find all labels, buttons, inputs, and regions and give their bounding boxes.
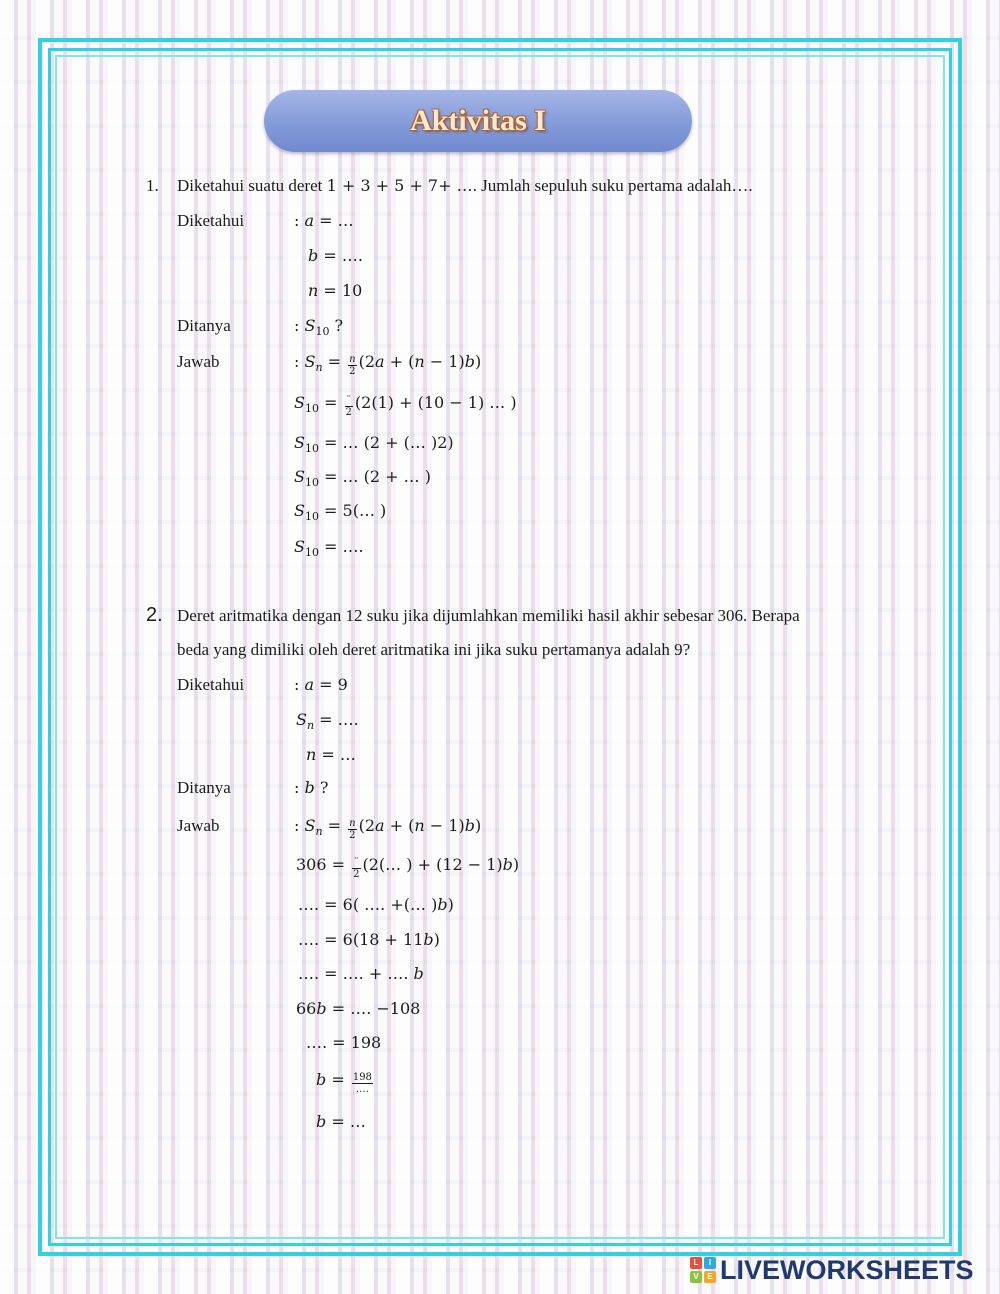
logo-text: LIVEWORKSHEETS: [720, 1254, 974, 1285]
q1-known-label: Diketahui: [177, 211, 245, 230]
question-1-series: 1 + 3 + 5 + 7+ …: [326, 176, 473, 195]
q1-answer-label: Jawab: [177, 352, 220, 371]
question-2-line-1: Deret aritmatika dengan 12 suku jika dijumlahkan memiliki hasil akhir sebesar 306. Berapa: [177, 606, 800, 625]
q1-known-a: : a = …: [294, 211, 354, 230]
q2-asked-value: : b ?: [294, 778, 329, 797]
question-1-text: [177, 176, 753, 196]
logo-badge-v: V: [690, 1271, 702, 1283]
q2-step-6: …. = 198: [306, 1033, 382, 1052]
q2-step-5: 66b = …. −108: [296, 999, 421, 1018]
q1-step-4: $S_{10}$ = 5(… ): [294, 501, 387, 523]
question-2-number: 2.: [146, 604, 163, 626]
q2-known-label: Diketahui: [177, 675, 245, 694]
q2-asked-label: Ditanya: [177, 778, 231, 797]
logo-badge-e: E: [704, 1271, 716, 1283]
liveworksheets-logo[interactable]: [690, 1253, 974, 1287]
logo-badge-l: L: [690, 1257, 702, 1269]
q2-known-a: : a = 9: [294, 675, 348, 694]
q1-step-1: $S_{10}$ = $\frac{¨}{2}$ (2(1) + (10 − 1) … ): [294, 393, 517, 418]
q1-step-2: $S_{10}$ = … (2 + (… )2): [294, 433, 454, 455]
q2-step-1: 306 = $\frac{¨}{2}$ (2(… ) + (12 − 1)b): [296, 855, 520, 880]
q2-step-7: b = $\frac{198}{\dots.}$: [316, 1070, 372, 1095]
question-1-text-end: . Jumlah sepuluh suku pertama adalah….: [472, 176, 753, 195]
q1-known-b: b = ….: [308, 246, 363, 265]
q2-answer-label: Jawab: [177, 816, 220, 835]
q1-asked-label: Ditanya: [177, 316, 231, 335]
logo-badge-icon: [690, 1257, 716, 1283]
title-banner: [264, 90, 692, 152]
q1-asked-value: : $S_{10}$ ?: [294, 316, 344, 338]
q1-step-3: $S_{10}$ = … (2 + … ): [294, 467, 431, 489]
question-1-text-start: Diketahui suatu deret: [177, 176, 327, 195]
q1-known-n: n = 10: [308, 281, 363, 300]
q2-known-n: n = …: [306, 745, 356, 764]
q1-formula: : $S_n$ = $\frac{n}{2}$ (2a + (n − 1)b): [294, 352, 482, 377]
question-1-number: 1.: [146, 176, 159, 195]
q1-step-5: $S_{10}$ = ….: [294, 537, 364, 559]
q2-formula: : $S_n$ = $\frac{n}{2}$ (2a + (n − 1)b): [294, 816, 482, 841]
question-2-line-2: beda yang dimiliki oleh deret aritmatika ini jika suku pertamanya adalah 9?: [177, 640, 691, 659]
q2-known-sn: $S_n$ = ….: [296, 710, 359, 732]
q2-step-8: b = …: [316, 1112, 366, 1131]
q2-step-4: …. = …. + …. b: [298, 964, 424, 983]
q2-step-2: …. = 6( …. +(… )b): [298, 895, 454, 914]
page-title: Aktivitas I: [410, 104, 546, 137]
logo-badge-i: I: [704, 1257, 716, 1269]
q2-step-3: …. = 6(18 + 11b): [298, 930, 440, 949]
